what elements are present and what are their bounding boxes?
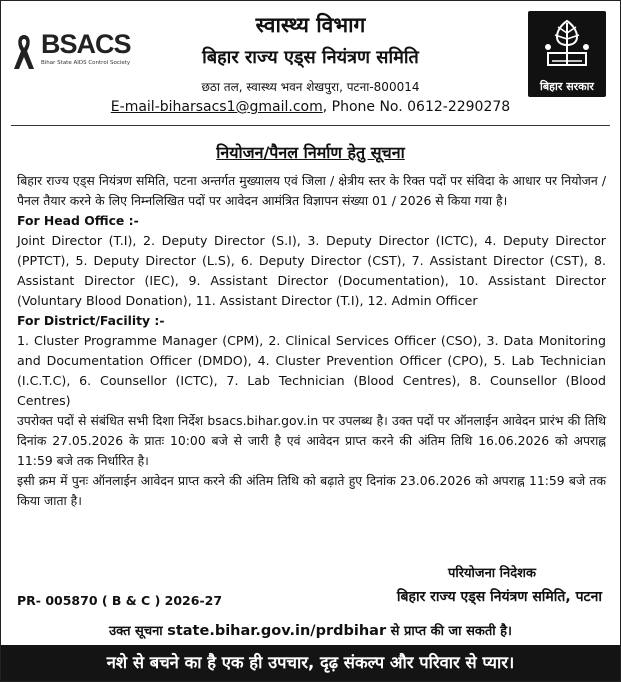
intro-paragraph: बिहार राज्य एड्स नियंत्रण समिति, पटना अन्तर्गत मुख्यालय एवं जिला / क्षेत्रीय स्तर के रिक्त पदों पर संविदा के आधार पर नियोजन / पैनल तैयार करने के लिए निम्नलिखित पदों पर आवेदन आमंत्रित विज्ञापन संख्या 01 / 2026 से किया गया है। bbox=[17, 173, 606, 208]
notice-body bbox=[17, 171, 606, 511]
bihar-emblem-icon bbox=[542, 17, 592, 77]
head-office-heading: For Head Office :- bbox=[17, 213, 139, 228]
availability-url[interactable]: state.bihar.gov.in/prdbihar bbox=[167, 623, 387, 639]
bihar-government-label: बिहार सरकार bbox=[540, 80, 594, 93]
bsacs-logo-text: BSACS bbox=[41, 29, 131, 59]
notice-title: नियोजन/पैनल निर्माण हेतु सूचना bbox=[216, 143, 405, 162]
bihar-government-logo bbox=[528, 11, 606, 97]
signatory-organization: बिहार राज्य एड्स नियंत्रण समिति, पटना bbox=[396, 589, 602, 605]
organization-title: बिहार राज्य एड्स नियंत्रण समिति bbox=[202, 47, 419, 68]
head-office-posts: Joint Director (T.I), 2. Deputy Director (S.I), 3. Deputy Director (ICTC), 4. Deputy Director (PPTCT), 5. Deputy Director (L.S), 6. Deputy Director (CST), 7. Assistant Director (CST), 8. Assistant Director (IEC), 9. Assistant Director (Documentation), 10. Assistant Director (Voluntary Blood Donation), 11. Assistant Director (T.I), 12. Admin Officer bbox=[17, 233, 606, 308]
district-heading: For District/Facility :- bbox=[17, 313, 165, 328]
guidelines-paragraph: उपरोक्त पदों से संबंधित सभी दिशा निर्देश bsacs.bihar.gov.in पर उपलब्ध है। उक्त पदों पर ऑनलाईन आवेदन प्रारंभ की तिथि दिनांक 27.05.2026 के प्रातः 10:00 बजे से जारी है एवं आवेदन प्राप्त करने की अंतिम तिथि 16.06.2026 को अपराह्न 11:59 बजे तक निर्धारित है। bbox=[17, 413, 606, 468]
availability-suffix: से प्राप्त की जा सकती है। bbox=[390, 624, 512, 639]
header-divider bbox=[11, 125, 610, 126]
address: छठा तल, स्वास्थ्य भवन शेखपुरा, पटना-800014 bbox=[201, 80, 420, 94]
availability-line bbox=[1, 621, 620, 639]
footer-slogan-bar bbox=[1, 645, 620, 681]
department-title: स्वास्थ्य विभाग bbox=[255, 13, 366, 37]
header bbox=[1, 1, 620, 127]
extension-paragraph: इसी क्रम में पुनः ऑनलाईन आवेदन प्राप्त करने की अंतिम तिथि को बढ़ाते हुए दिनांक 23.06.2026 को अपराह्न 11:59 बजे तक किया जाता है। bbox=[17, 473, 606, 508]
signature-block bbox=[17, 563, 606, 623]
contact-line bbox=[1, 99, 620, 115]
footer-slogan: नशे से बचने का है एक ही उपचार, दृढ़ संकल्प और परिवार से प्यार। bbox=[106, 653, 515, 672]
phone-number: , Phone No. 0612-2290278 bbox=[322, 99, 511, 115]
signatory-designation: परियोजना निदेशक bbox=[447, 566, 536, 581]
district-posts: 1. Cluster Programme Manager (CPM), 2. Clinical Services Officer (CSO), 3. Data Monitoring and Documentation Officer (DMDO), 4. Cluster Prevention Officer (CPO), 5. Lab Technician (I.C.T.C), 6. Counsellor (ICTC), 7. Lab Technician (Blood Centres), 8. Counsellor (Blood Centres) bbox=[17, 333, 606, 408]
pr-number: PR- 005870 ( B & C ) 2026-27 bbox=[17, 593, 223, 608]
bsacs-logo-subtext: Bihar State AIDS Control Society bbox=[41, 60, 131, 66]
availability-prefix: उक्त सूचना bbox=[109, 624, 163, 639]
email-link[interactable]: E-mail-biharsacs1@gmail.com bbox=[110, 99, 323, 115]
